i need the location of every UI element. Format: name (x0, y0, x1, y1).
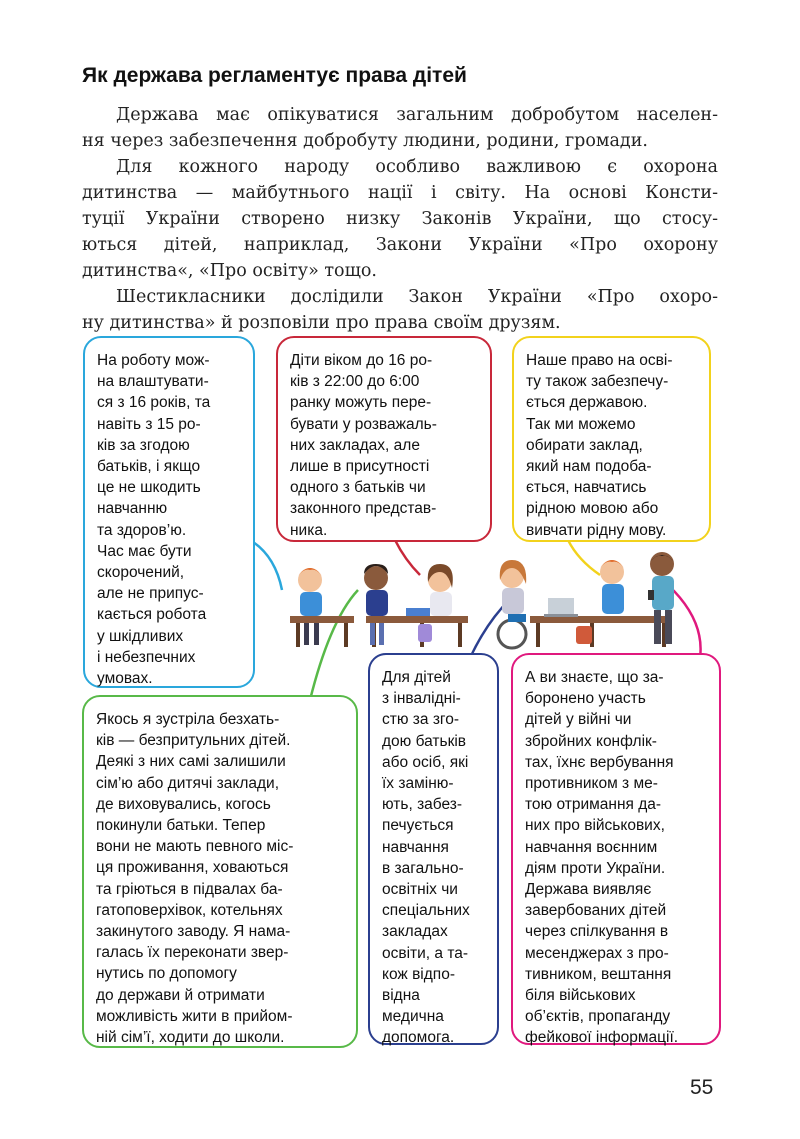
text-line: дитинства — майбутнього нації і світу. На основі Консти- (82, 183, 718, 203)
bubble-line: Так ми можемо (526, 415, 636, 433)
bubble-line: дітей у війні чи (525, 711, 632, 729)
bubble-line: законного представ- (290, 500, 437, 518)
bubble-line: вивчати рідну мову. (526, 521, 667, 539)
bubble-line: ють, забез- (382, 796, 463, 814)
text-line: ну дитинства» й розповіли про права своїм друзям. (82, 313, 561, 333)
bubble-line: але не припус- (97, 585, 204, 603)
bubble-line: спеціальних (382, 902, 470, 920)
paragraph-1 (82, 102, 718, 154)
bubble-line: ника. (290, 521, 328, 539)
bubble-line: ту також забезпечу- (526, 373, 669, 391)
text-line: туції України створено низку Законів України, що стосу- (82, 209, 718, 229)
bubble-line: стю за зго- (382, 711, 460, 729)
speech-bubble-work-age (83, 336, 255, 688)
child-3 (406, 564, 453, 642)
speech-bubble-education (512, 336, 711, 542)
bubble-line: На роботу мож- (97, 352, 210, 369)
child-6 (648, 552, 674, 644)
bubble-line: ків з 22:00 до 6:00 (290, 373, 420, 391)
bubble-line: кож відпо- (382, 965, 455, 983)
bubble-line: та гріються в підвалах ба- (96, 880, 283, 898)
bubble-line: лише в присутності (290, 458, 430, 476)
children-illustration (280, 540, 700, 660)
bubble-line: сім’ю або дитячі заклади, (96, 774, 280, 792)
bubble-line: відна (382, 987, 420, 1005)
text-line: Для кожного народу особливо важливою є охорона (116, 157, 718, 177)
bubble-line: Наше право на осві- (526, 352, 673, 369)
bubble-line: ся з 16 років, та (97, 394, 211, 412)
bubble-line: Для дітей (382, 669, 451, 686)
bubble-line: де виховувались, когось (96, 795, 271, 813)
bubble-line: дою батьків (382, 732, 467, 750)
bubble-line: печується (382, 817, 454, 835)
paragraph-2 (82, 154, 718, 284)
bubble-line: об’єктів, пропаганду (525, 1008, 671, 1026)
bubble-line: кається робота (97, 606, 207, 624)
bubble-line: навчання (382, 838, 449, 856)
bubble-line: боронено участь (525, 690, 646, 708)
bubble-line: рідною мовою або (526, 500, 659, 518)
bubble-line: допомога. (382, 1029, 455, 1047)
bubble-line: ється державою. (526, 394, 648, 412)
laptop (544, 598, 578, 617)
bubble-line: їх заміню- (382, 775, 454, 793)
bubble-line: навчання воєнним (525, 838, 658, 856)
bubble-line: до держави й отримати (96, 986, 265, 1004)
bubble-line: ній сім’ї, ходити до школи. (96, 1029, 285, 1047)
bubble-line: який нам подоба- (526, 458, 652, 476)
bubble-line: нутись по допомогу (96, 965, 237, 983)
bubble-line: Деякі з них самі залишили (96, 753, 286, 771)
bubble-line: це не шкодить (97, 479, 201, 497)
bubble-line: навіть з 15 ро- (97, 415, 201, 433)
speech-bubble-entertainment (276, 336, 492, 542)
bubble-line: тах, їхнє вербування (525, 753, 674, 771)
child-1 (298, 568, 322, 645)
text-line: Шестикласники дослідили Закон України «Про охоро- (116, 287, 718, 307)
bubble-line: біля військових (525, 987, 636, 1005)
bubble-line: них закладах, але (290, 436, 420, 454)
paragraph-3 (82, 284, 718, 336)
bubble-line: месенджерах з про- (525, 944, 669, 962)
desk-1 (290, 616, 354, 647)
bubble-line: або осіб, які (382, 753, 469, 771)
bubble-line: Час має бути (97, 542, 192, 560)
bubble-line: Діти віком до 16 ро- (290, 352, 433, 369)
bubble-line: закинутого заводу. Я нама- (96, 923, 291, 941)
bubble-line: бувати у розважаль- (290, 415, 437, 433)
text-line: ня через забезпечення добробуту людини, родини, громади. (82, 131, 648, 151)
text-line: дитинства«, «Про освіту» тощо. (82, 261, 377, 281)
bubble-line: ється, навчатись (526, 479, 647, 497)
bubble-line: скорочений, (97, 564, 185, 582)
bubble-line: в загально- (382, 859, 464, 877)
bubble-line: ків — безпритульних дітей. (96, 732, 291, 750)
bubble-line: гатоповерхівок, котельнях (96, 901, 283, 919)
bubble-line: можливість жити в прийом- (96, 1007, 293, 1025)
bubble-line: освіти, а та- (382, 944, 469, 962)
bubble-line: батьків, і якщо (97, 458, 201, 476)
bubble-line: ранку можуть пере- (290, 394, 432, 412)
bubble-line: ця проживання, ховаються (96, 859, 289, 877)
bubble-line: навчанню (97, 500, 168, 518)
bubble-line: збройних конфлік- (525, 732, 657, 750)
text-line: Держава має опікуватися загальним добробутом населен- (116, 105, 718, 125)
bubble-line: на влаштувати- (97, 373, 209, 391)
bubble-line: ків за згодою (97, 436, 190, 454)
bubble-line: та здоров’ю. (97, 521, 187, 539)
speech-bubble-homeless-children (82, 695, 358, 1048)
bubble-line: освітніх чи (382, 881, 458, 899)
bubble-line: закладах (382, 923, 448, 941)
speech-bubble-war-recruitment (511, 653, 721, 1045)
section-heading: Як держава регламентує права дітей (82, 64, 467, 87)
bubble-line: тою отримання да- (525, 796, 662, 814)
bubble-line: вони не мають певного міс- (96, 838, 294, 856)
child-4 (498, 560, 526, 648)
bubble-line: медична (382, 1008, 444, 1026)
bubble-line: умовах. (97, 670, 153, 688)
bubble-line: тивником, вештання (525, 965, 672, 983)
bubble-line: у шкідливих (97, 627, 184, 645)
bubble-line: і небезпечних (97, 648, 196, 666)
bubble-line: галась їх переконати звер- (96, 944, 289, 962)
page-number: 55 (690, 1076, 714, 1099)
bubble-line: завербованих дітей (525, 902, 667, 920)
bubble-line: Якось я зустріла безхать- (96, 711, 280, 728)
text-line: ються дітей, наприклад, Закони України «Про охорону (82, 235, 718, 255)
bubble-line: фейкової інформації. (525, 1029, 679, 1047)
bubble-line: противником з ме- (525, 775, 658, 793)
child-5 (576, 560, 624, 644)
bubble-line: них про військових, (525, 817, 665, 835)
bubble-line: А ви знаєте, що за- (525, 669, 664, 686)
bubble-line: з інвалідні- (382, 690, 461, 708)
bubble-line: одного з батьків чи (290, 479, 426, 497)
bubble-line: через спілкування в (525, 923, 669, 941)
bubble-line: діям проти України. (525, 859, 666, 877)
desk-3 (404, 616, 468, 647)
bubble-line: обирати заклад, (526, 436, 643, 454)
bubble-line: Держава виявляє (525, 881, 652, 899)
bubble-line: покинули батьки. Тепер (96, 817, 266, 835)
speech-bubble-disability (368, 653, 499, 1045)
